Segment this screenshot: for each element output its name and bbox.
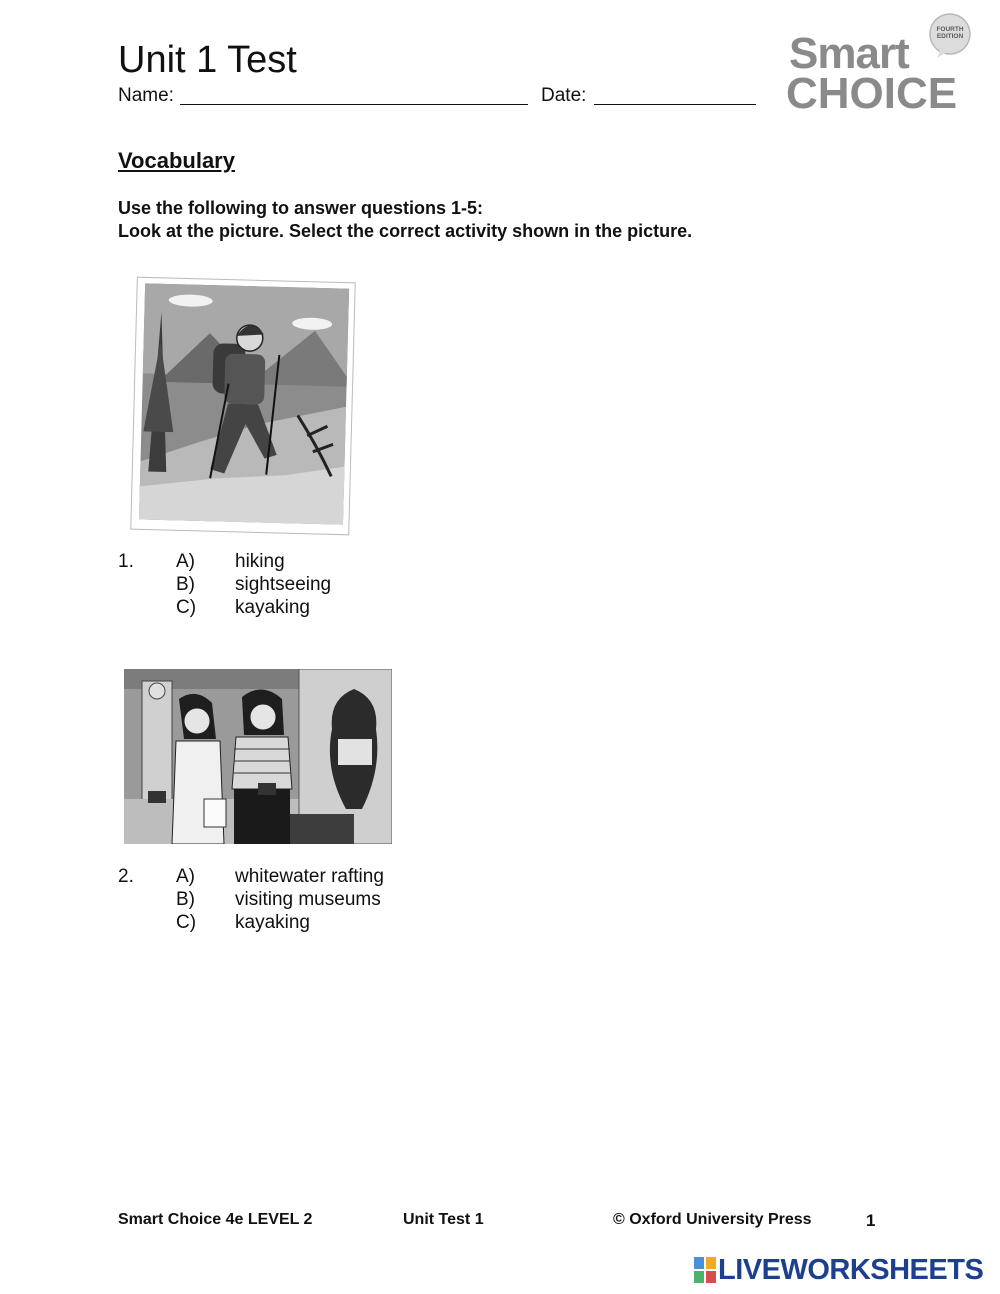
logo-word-choice: CHOICE	[786, 69, 958, 118]
name-field[interactable]	[180, 104, 528, 105]
footer-copyright: © Oxford University Press	[613, 1211, 812, 1228]
edition-badge-label: FOURTH EDITION	[936, 26, 964, 41]
section-heading: Vocabulary	[118, 148, 235, 173]
page-number: 1	[866, 1211, 876, 1230]
date-field[interactable]	[594, 104, 756, 105]
hiking-illustration	[128, 274, 358, 538]
question-number: 2.	[118, 866, 134, 887]
instruction-text: Look at the picture. Select the correct activity shown in the picture.	[118, 221, 693, 241]
instruction-text: Use the following to answer questions 1-5:	[118, 198, 484, 218]
option-letter: C)	[176, 912, 197, 933]
answer-option[interactable]: kayaking	[235, 597, 310, 618]
liveworksheets-text: LIVEWORKSHEETS	[718, 1253, 984, 1286]
logo-word-smart: Smart	[789, 29, 909, 78]
answer-option[interactable]: visiting museums	[235, 889, 381, 910]
date-label: Date:	[541, 85, 587, 106]
option-letter: A)	[176, 551, 195, 572]
option-letter: B)	[176, 574, 195, 595]
answer-option[interactable]: whitewater rafting	[235, 866, 384, 887]
smart-choice-logo	[786, 12, 976, 118]
answer-option[interactable]: kayaking	[235, 912, 310, 933]
liveworksheets-icon	[694, 1257, 716, 1283]
page-title: Unit 1 Test	[118, 39, 297, 81]
question-number: 1.	[118, 551, 134, 572]
option-letter: A)	[176, 866, 195, 887]
answer-option[interactable]: sightseeing	[235, 574, 332, 595]
answer-option[interactable]: hiking	[235, 551, 285, 572]
liveworksheets-logo[interactable]	[694, 1253, 983, 1287]
option-letter: B)	[176, 889, 195, 910]
footer-test-name: Unit Test 1	[403, 1211, 484, 1228]
museum-illustration	[124, 669, 392, 844]
name-label: Name:	[118, 85, 174, 106]
footer-book-title: Smart Choice 4e LEVEL 2	[118, 1211, 313, 1228]
option-letter: C)	[176, 597, 197, 618]
